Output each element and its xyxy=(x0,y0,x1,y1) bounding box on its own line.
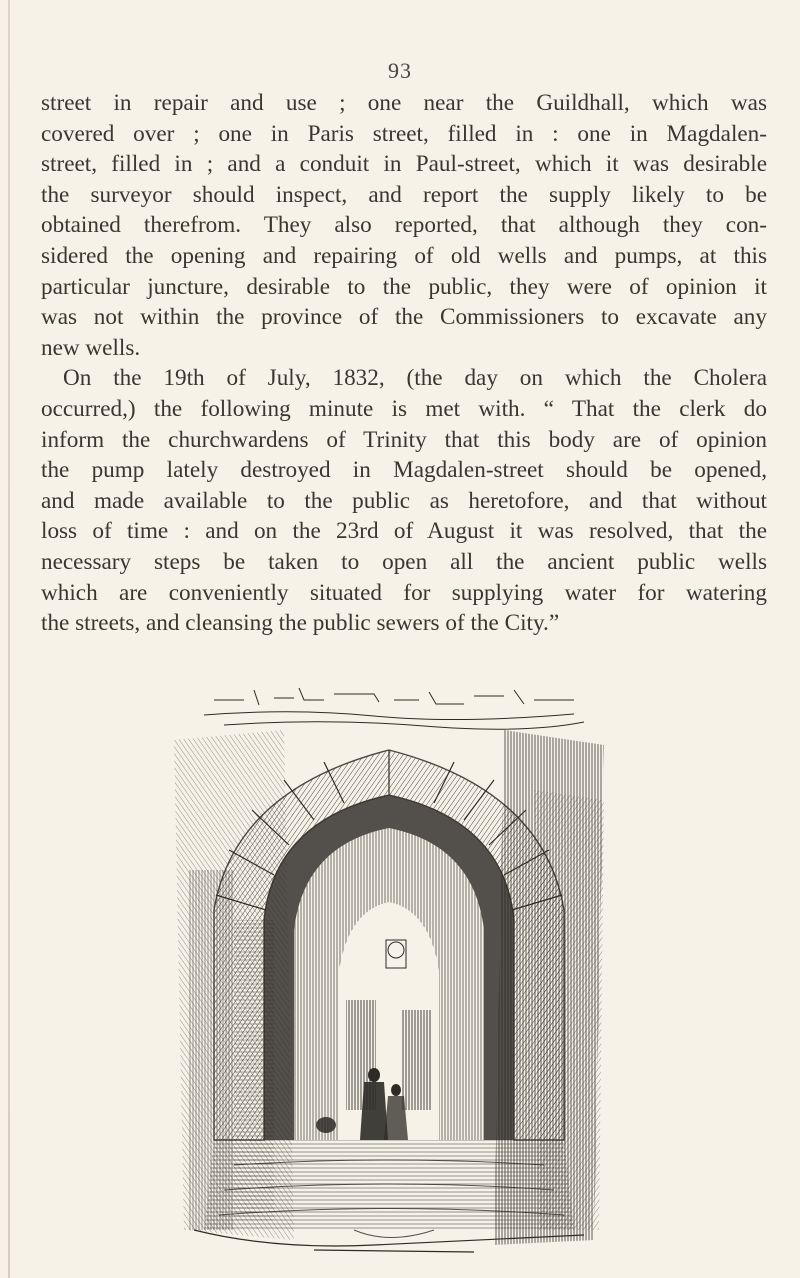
archway-engraving-drawing xyxy=(174,670,604,1260)
text-line: new wells. xyxy=(41,334,141,361)
text-line: the pump lately destroyed in Magdalen-street should be opened, xyxy=(41,457,767,484)
text-line: was not within the province of the Commissioners to excavate any xyxy=(41,304,767,331)
text-line: necessary steps be taken to open all the ancient public wells xyxy=(41,548,767,575)
text-line: occurred,) the following minute is met with. “ That the clerk do xyxy=(41,395,767,422)
text-line: On the 19th of July, 1832, (the day on which the Cholera xyxy=(63,365,767,392)
text-line: street, filled in ; and a conduit in Paul-street, which it was desirable xyxy=(41,151,767,178)
archway-engraving xyxy=(174,670,604,1260)
page-edge-shadow xyxy=(8,0,10,1278)
text-line: inform the churchwardens of Trinity that this body are of opinion xyxy=(41,426,767,453)
text-line: particular juncture, desirable to the public, they were of opinion it xyxy=(41,273,767,300)
text-line: street in repair and use ; one near the Guildhall, which was xyxy=(41,90,767,116)
text-line: obtained therefrom. They also reported, that although they con- xyxy=(41,212,767,239)
paragraph-2 xyxy=(41,363,767,638)
body-text xyxy=(41,88,767,639)
page-number: 93 xyxy=(388,58,412,83)
text-line: which are conveniently situated for supplying water for watering xyxy=(41,579,767,606)
text-line: the surveyor should inspect, and report the supply likely to be xyxy=(41,181,767,208)
text-line: loss of time : and on the 23rd of August it was resolved, that the xyxy=(41,518,767,545)
text-line: and made available to the public as heretofore, and that without xyxy=(41,487,767,514)
paragraph-1 xyxy=(41,88,767,363)
text-line: sidered the opening and repairing of old wells and pumps, at this xyxy=(41,242,767,269)
text-line: covered over ; one in Paris street, filled in : one in Magdalen- xyxy=(41,120,767,147)
text-line: the streets, and cleansing the public sewers of the City.” xyxy=(41,610,560,637)
